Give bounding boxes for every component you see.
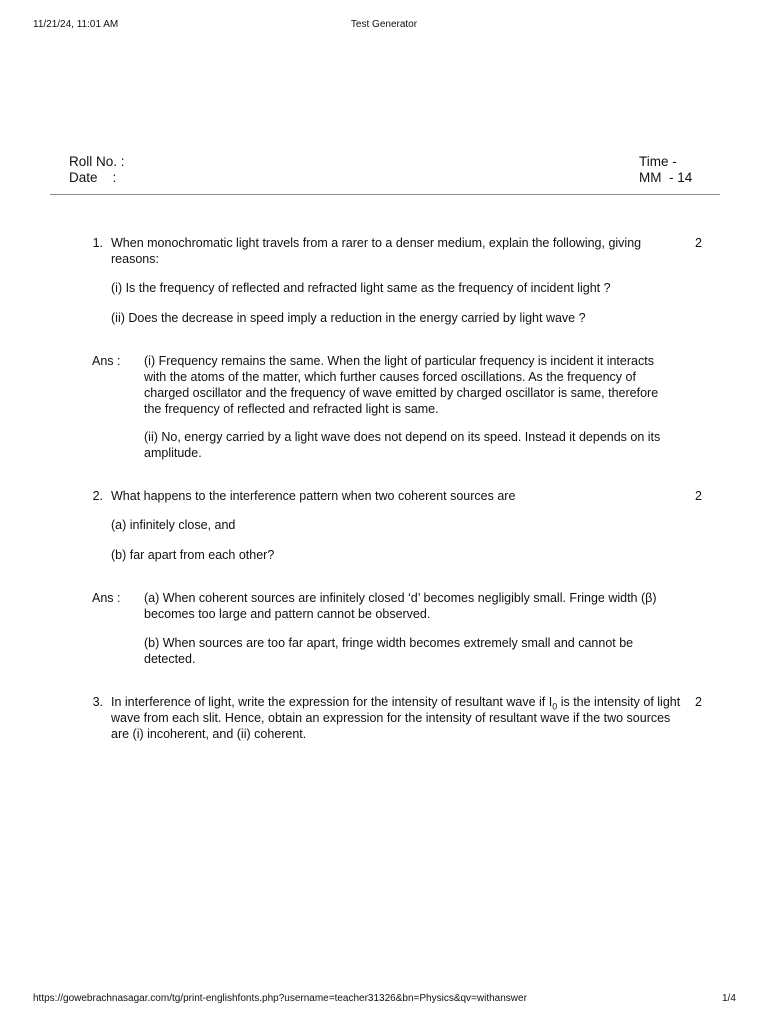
page-number: 1/4 xyxy=(722,993,736,1004)
time-label: Time - xyxy=(639,154,677,169)
question-marks: 2 xyxy=(695,236,702,250)
question-text: What happens to the interference pattern when two coherent sources are xyxy=(111,489,516,503)
header-divider xyxy=(50,194,720,195)
question-number: 1. xyxy=(92,236,103,250)
question-marks: 2 xyxy=(695,695,702,709)
intensity-subscript: 0 xyxy=(552,701,558,712)
question-number: 2. xyxy=(92,489,103,503)
page-title: Test Generator xyxy=(350,19,418,30)
answer-paragraph: (i) Frequency remains the same. When the light of particular frequency is incident it interacts with the atoms of the matter, which further causes forced oscillations. As the frequency of charged oscillator and the frequency of wave emitted by charged oscillator is same, therefore the frequency of reflected and refracted light is same. xyxy=(144,354,659,416)
answer-label: Ans : xyxy=(92,354,121,368)
question-part: (i) Is the frequency of reflected and refracted light same as the frequency of incident light ? xyxy=(111,281,611,295)
print-timestamp: 11/21/24, 11:01 AM xyxy=(33,19,119,30)
date-label: Date : xyxy=(69,170,117,185)
question-part: (a) infinitely close, and xyxy=(111,518,236,532)
question-number: 3. xyxy=(92,695,103,709)
question-text: When monochromatic light travels from a rarer to a denser medium, explain the following, giving reasons: xyxy=(111,236,642,266)
question-marks: 2 xyxy=(695,489,702,503)
meta-left xyxy=(69,154,125,186)
question-text-part: In interference of light, write the expression for the intensity of resultant wave if I xyxy=(111,695,553,709)
answer-paragraph: (b) When sources are too far apart, fringe width becomes extremely small and cannot be detected. xyxy=(144,636,634,666)
answer-paragraph: (ii) No, energy carried by a light wave does not depend on its speed. Instead it depends on its amplitude. xyxy=(144,430,661,460)
question-text xyxy=(111,694,683,742)
answer-paragraph: (a) When coherent sources are infinitely closed ‘d’ becomes negligibly small. Fringe width (β) becomes too large and pattern cannot be observed. xyxy=(144,591,657,621)
question-part: (ii) Does the decrease in speed imply a reduction in the energy carried by light wave ? xyxy=(111,311,586,325)
question-text-part: is the intensity of light wave from each slit. Hence, obtain an expression for the intensity of resultant wave if the two sources are (i) incoherent, and (ii) coherent. xyxy=(111,695,681,741)
answer-label: Ans : xyxy=(92,591,121,605)
question-part: (b) far apart from each other? xyxy=(111,548,275,562)
meta-right xyxy=(639,154,692,186)
page-url: https://gowebrachnasagar.com/tg/print-englishfonts.php?username=teacher31326&bn=Physics&qv=withanswer xyxy=(33,993,527,1004)
max-marks-label: MM - 14 xyxy=(639,170,693,185)
roll-no-label: Roll No. : xyxy=(69,154,125,169)
